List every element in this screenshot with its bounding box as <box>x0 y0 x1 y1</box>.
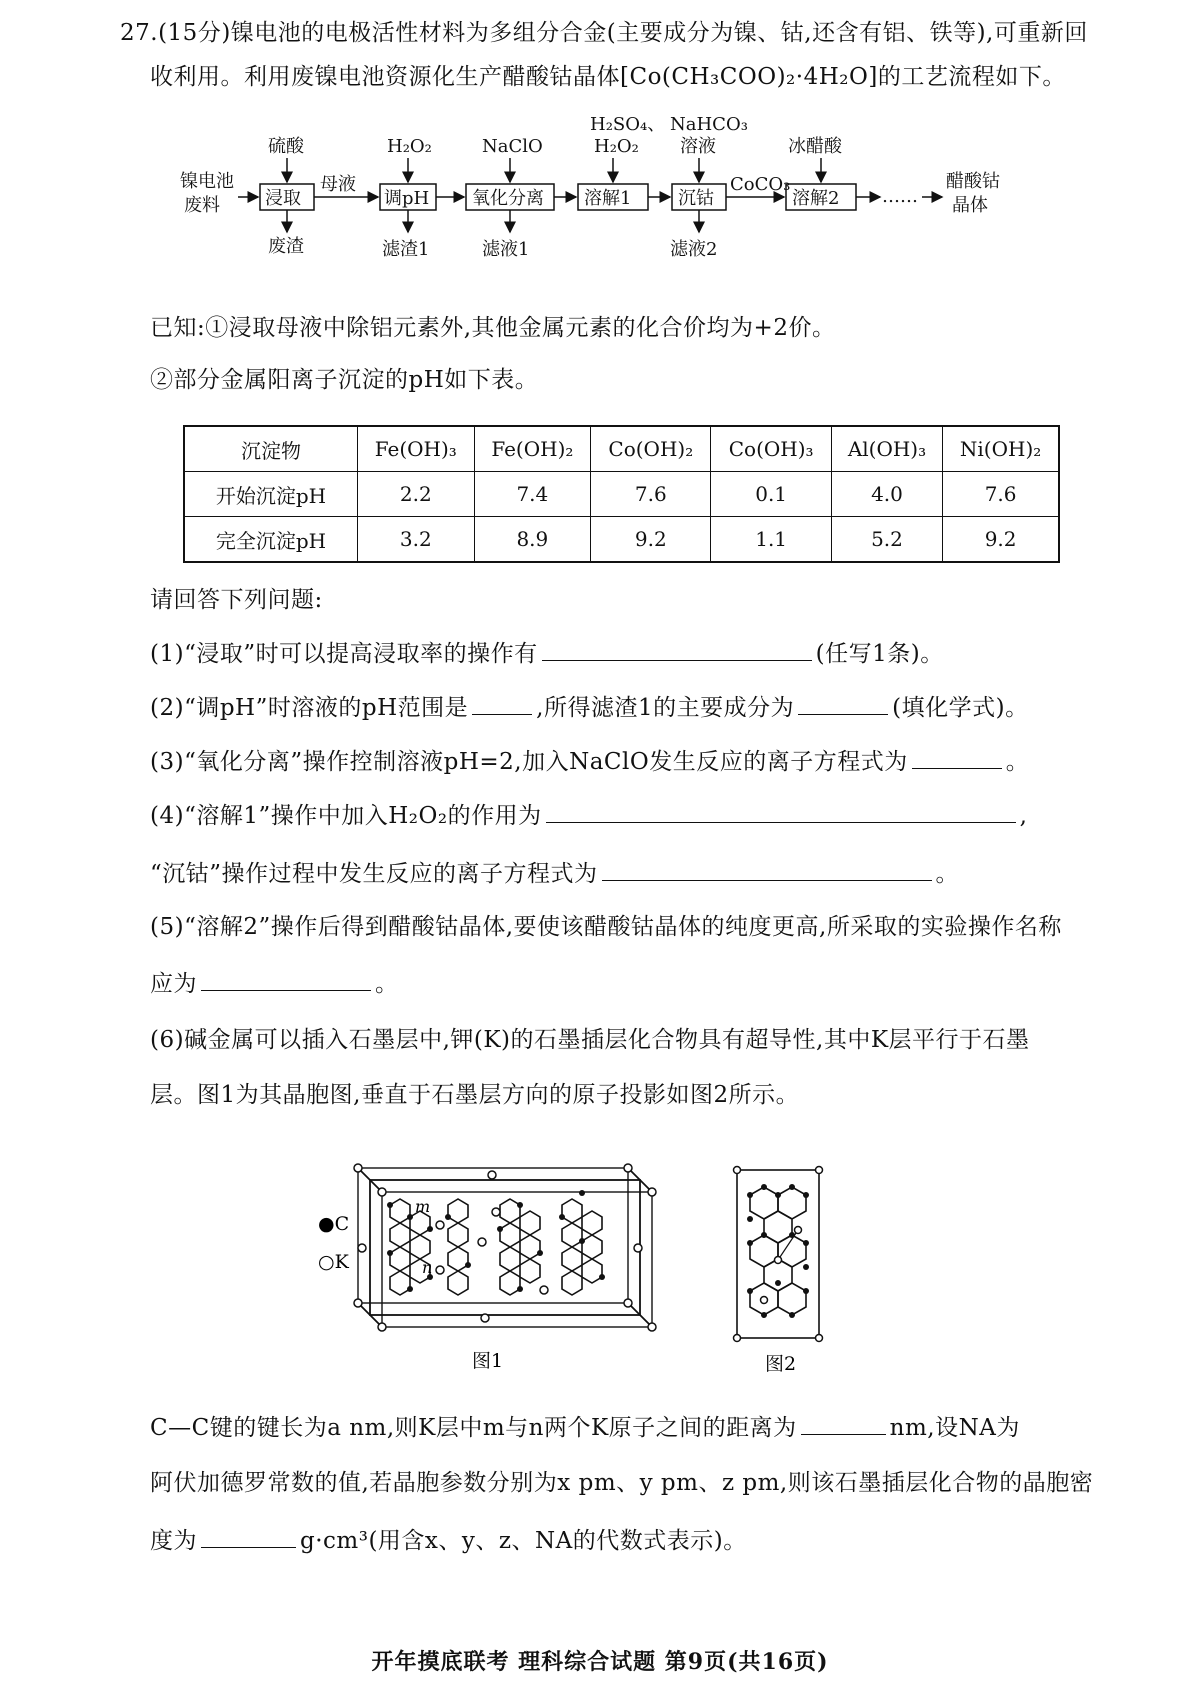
q3-answer-blank[interactable] <box>912 746 1002 769</box>
q4-h2o2-blank[interactable] <box>546 800 1016 823</box>
q2-text: (2)“调pH”时溶液的pH范围是 <box>150 695 469 721</box>
flow-input-h2o2: H₂O₂ <box>387 136 432 157</box>
table-cell: 4.0 <box>831 472 942 517</box>
q2-residue-blank[interactable] <box>798 692 888 715</box>
table-cell: 2.2 <box>358 472 475 517</box>
q4-equation-blank[interactable] <box>602 858 932 881</box>
question-6e <box>150 1525 747 1556</box>
question-4 <box>150 800 1027 831</box>
table-cell: 完全沉淀pH <box>184 517 358 563</box>
table-cell: 7.6 <box>591 472 711 517</box>
q1-text: (1)“浸取”时可以提高浸取率的操作有 <box>150 641 538 667</box>
page-footer: 开年摸底联考 理科综合试题 第9页(共16页) <box>371 1649 829 1675</box>
ph-table-header-row <box>184 426 1059 472</box>
q3-tail: 。 <box>1005 749 1030 775</box>
table-cell: 3.2 <box>358 517 475 563</box>
flow-step-adjust-ph: 调pH <box>384 188 430 209</box>
legend-carbon: ●C <box>318 1213 350 1235</box>
ph-table <box>183 425 1060 563</box>
question-1 <box>150 638 944 669</box>
ph-table-header: Co(OH)₃ <box>711 426 831 472</box>
table-cell: 9.2 <box>591 517 711 563</box>
questions-prompt: 请回答下列问题: <box>150 587 323 613</box>
flow-source-2: 废料 <box>184 195 220 216</box>
question-5: (5)“溶解2”操作后得到醋酸钴晶体,要使该醋酸钴晶体的纯度更高,所采取的实验操作名称 <box>150 914 1062 940</box>
flow-input-sulfuric: 硫酸 <box>268 136 304 157</box>
question-6: (6)碱金属可以插入石墨层中,钾(K)的石墨插层化合物具有超导性,其中K层平行于石墨 <box>150 1027 1030 1053</box>
flow-label-coco3: CoCO₃ <box>730 174 791 195</box>
question-6b: 层。图1为其晶胞图,垂直于石墨层方向的原子投影如图2所示。 <box>150 1082 800 1108</box>
table-row <box>184 517 1059 563</box>
flow-input-solution: 溶液 <box>680 136 716 157</box>
question-6c <box>150 1412 1020 1443</box>
table-cell: 9.2 <box>943 517 1059 563</box>
question-4b <box>150 858 959 889</box>
q6-distance-blank[interactable] <box>801 1412 886 1435</box>
flow-step-dissolve2: 溶解2 <box>792 188 840 209</box>
flow-product-2: 晶体 <box>952 195 988 216</box>
table-cell: 8.9 <box>474 517 591 563</box>
known-line2: ②部分金属阳离子沉淀的pH如下表。 <box>150 367 539 393</box>
known-line1: 已知:①浸取母液中除铝元素外,其他金属元素的化合价均为+2价。 <box>150 315 836 341</box>
label-m: m <box>415 1197 431 1216</box>
flow-input-acetic: 冰醋酸 <box>788 136 842 157</box>
q6c-tail: nm,设NA为 <box>889 1415 1020 1441</box>
flow-input-h2so4: H₂SO₄、 <box>590 114 666 135</box>
flow-output-filtrate1: 滤液1 <box>482 239 530 260</box>
table-row <box>184 472 1059 517</box>
flow-ellipsis: …… <box>882 186 918 207</box>
flow-product-1: 醋酸钴 <box>946 171 1000 192</box>
q2-tail: (填化学式)。 <box>892 695 1029 721</box>
flow-source-1: 镍电池 <box>180 171 234 192</box>
ph-table-header: Co(OH)₂ <box>591 426 711 472</box>
table-cell: 5.2 <box>831 517 942 563</box>
q5b-tail: 。 <box>375 971 399 997</box>
question-5b <box>150 968 399 999</box>
flow-label-mother-liquor: 母液 <box>320 174 356 195</box>
q2-ph-blank[interactable] <box>472 692 532 715</box>
flow-input-naclo: NaClO <box>482 136 543 157</box>
figure1-caption: 图1 <box>472 1350 504 1372</box>
q4b-tail: 。 <box>935 861 960 887</box>
q4b-text: “沉钴”操作过程中发生反应的离子方程式为 <box>150 861 598 887</box>
process-flowchart <box>170 112 1050 272</box>
table-cell: 开始沉淀pH <box>184 472 358 517</box>
flow-output-residue1: 滤渣1 <box>382 239 430 260</box>
table-cell: 7.6 <box>943 472 1059 517</box>
q6-density-blank[interactable] <box>201 1525 296 1548</box>
flow-input-h2o2-2: H₂O₂ <box>594 136 639 157</box>
table-cell: 0.1 <box>711 472 831 517</box>
flow-step-oxidize: 氧化分离 <box>472 188 544 209</box>
ph-table-header: Fe(OH)₃ <box>358 426 475 472</box>
table-cell: 7.4 <box>474 472 591 517</box>
table-cell: 1.1 <box>711 517 831 563</box>
flow-output-waste: 废渣 <box>268 236 304 257</box>
q6e-text: 度为 <box>150 1528 197 1554</box>
problem-intro-line2: 收利用。利用废镍电池资源化生产醋酸钴晶体[Co(CH₃COO)₂·4H₂O]的工艺流程如下。 <box>150 64 1066 90</box>
q1-tail: (任写1条)。 <box>815 641 944 667</box>
ph-table-header: 沉淀物 <box>184 426 358 472</box>
problem-intro-line1: 27.(15分)镍电池的电极活性材料为多组分合金(主要成分为镍、钴,还含有铝、铁等),可重新回 <box>120 20 1088 46</box>
flow-step-dissolve1: 溶解1 <box>584 188 632 209</box>
q6e-tail: g·cm³(用含x、y、z、NA的代数式表示)。 <box>300 1528 747 1554</box>
q1-answer-blank[interactable] <box>542 638 812 661</box>
question-3 <box>150 746 1029 777</box>
ph-table-header: Al(OH)₃ <box>831 426 942 472</box>
q3-text: (3)“氧化分离”操作控制溶液pH=2,加入NaClO发生反应的离子方程式为 <box>150 749 908 775</box>
q5b-text: 应为 <box>150 971 197 997</box>
q5-answer-blank[interactable] <box>201 968 371 991</box>
question-6d: 阿伏加德罗常数的值,若晶胞参数分别为x pm、y pm、z pm,则该石墨插层化合物的晶胞密 <box>150 1470 1094 1496</box>
ph-table-header: Fe(OH)₂ <box>474 426 591 472</box>
legend-potassium: ○K <box>318 1251 349 1273</box>
crystal-figures <box>300 1150 940 1385</box>
question-2 <box>150 692 1029 723</box>
q4-text: (4)“溶解1”操作中加入H₂O₂的作用为 <box>150 803 542 829</box>
q2-mid: ,所得滤渣1的主要成分为 <box>536 695 795 721</box>
flow-input-nahco3: NaHCO₃ <box>670 114 748 135</box>
flow-step-precipitate: 沉钴 <box>678 188 714 209</box>
flow-output-filtrate2: 滤液2 <box>670 239 718 260</box>
q4-comma: , <box>1019 803 1028 829</box>
flow-step-leach: 浸取 <box>265 188 301 209</box>
figure2-caption: 图2 <box>765 1353 797 1375</box>
q6c-text: C—C键的键长为a nm,则K层中m与n两个K原子之间的距离为 <box>150 1415 797 1441</box>
ph-table-header: Ni(OH)₂ <box>943 426 1059 472</box>
label-n: n <box>422 1258 433 1277</box>
